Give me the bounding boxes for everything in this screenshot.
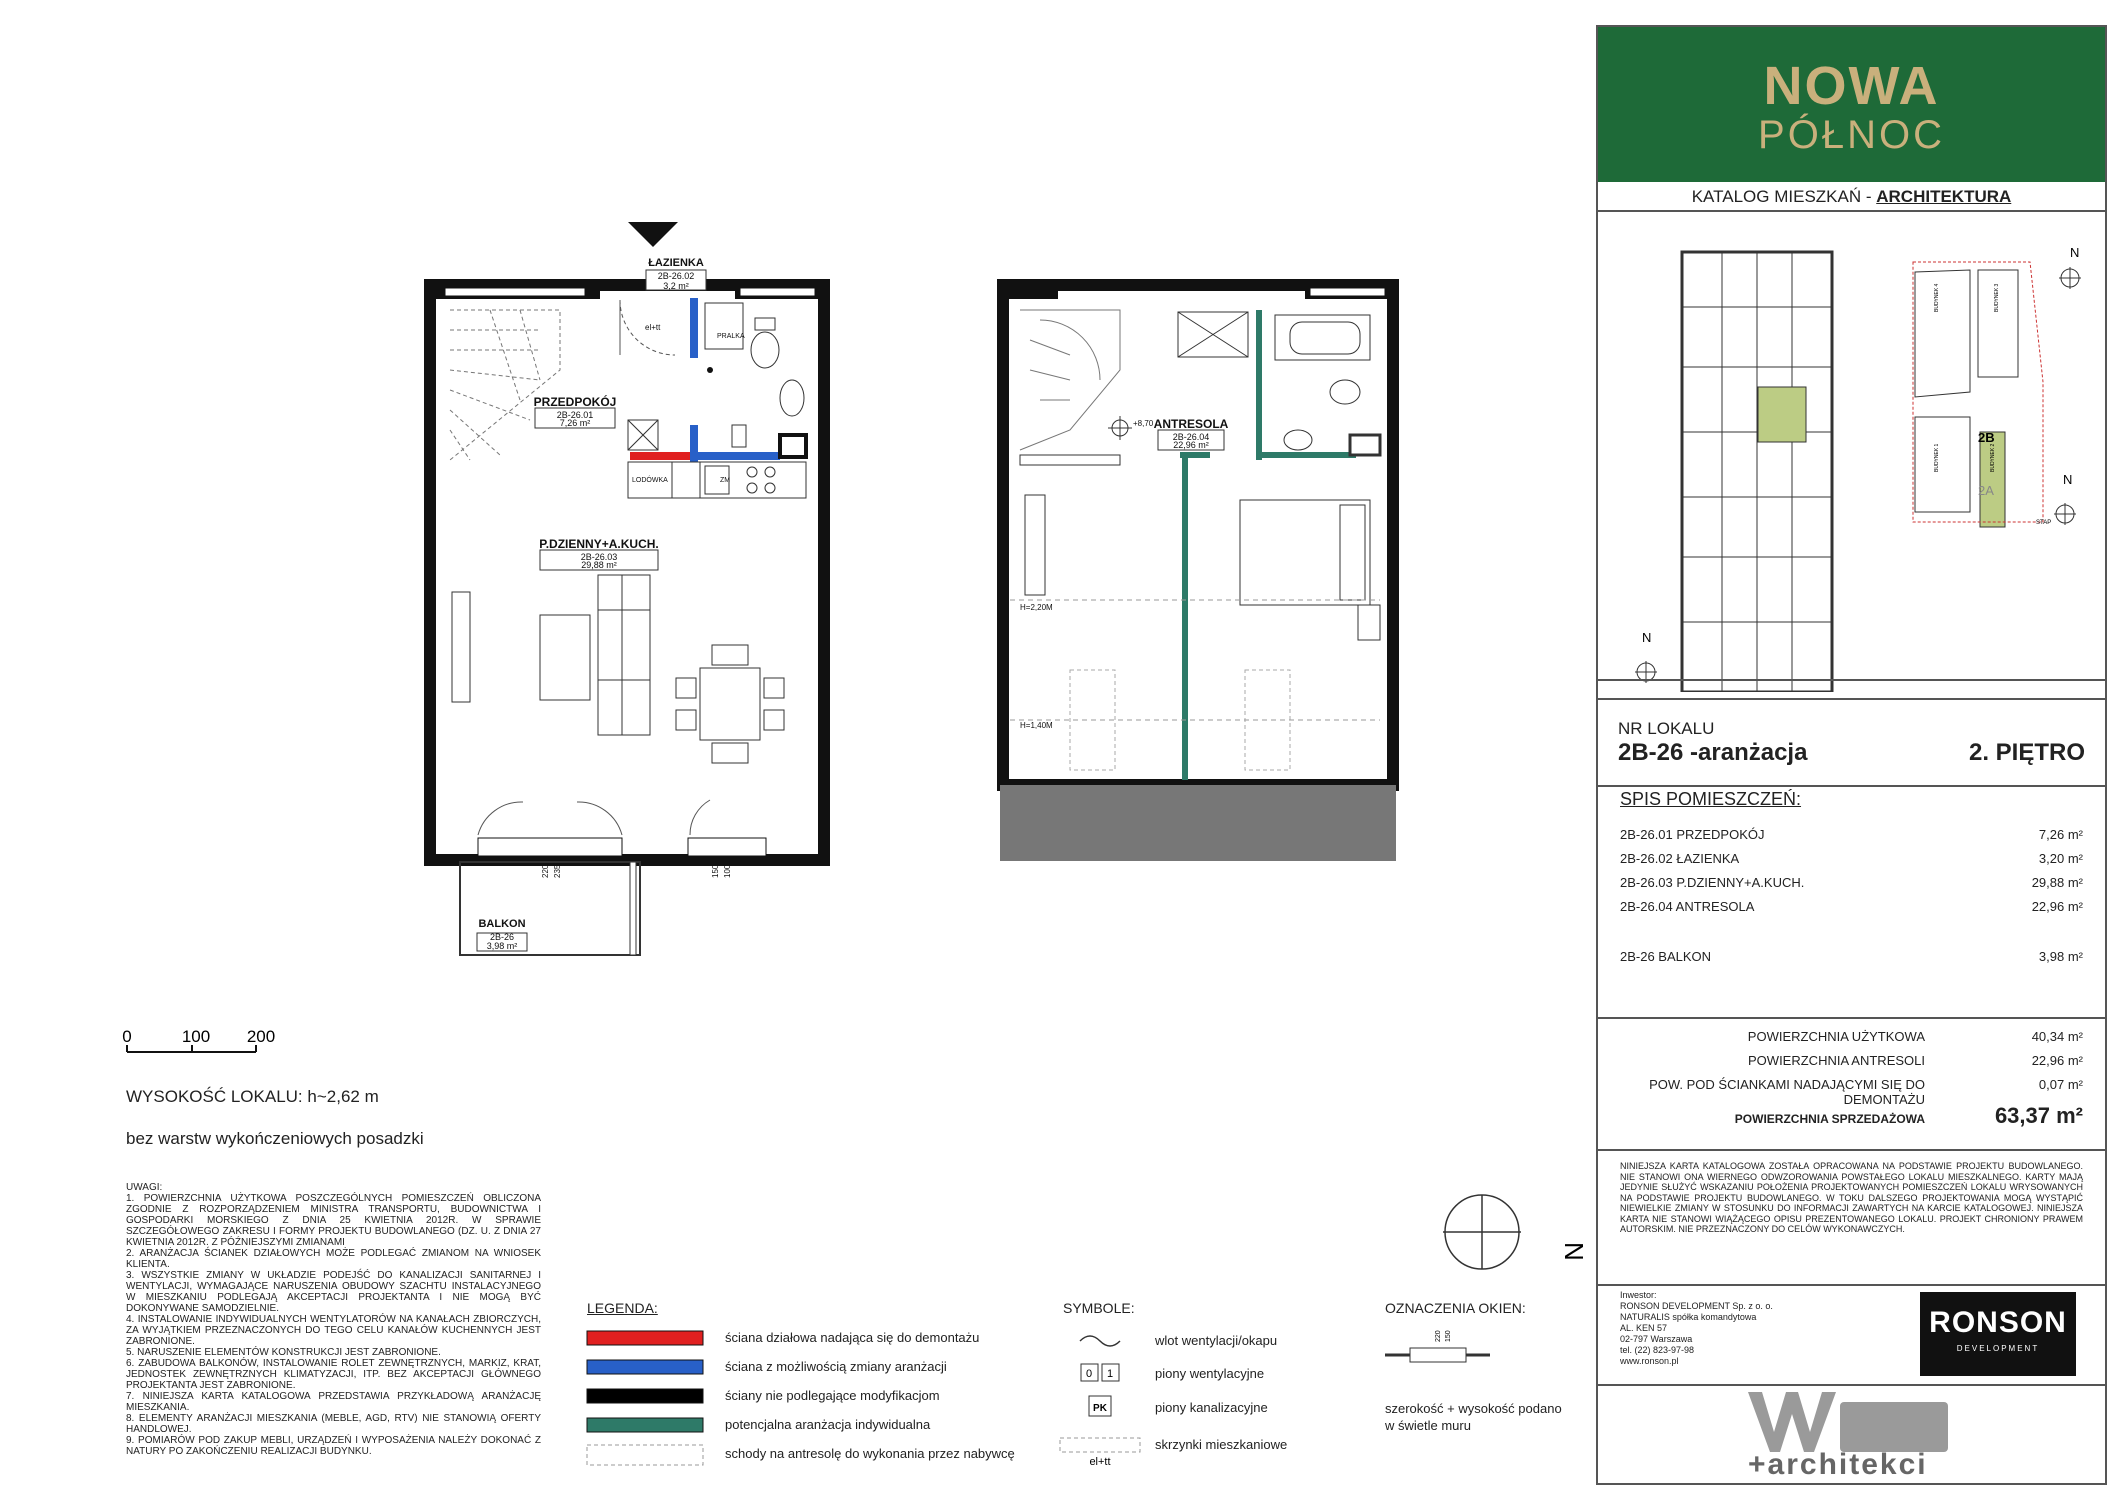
sale-label: POWIERZCHNIA SPRZEDAŻOWA bbox=[1734, 1112, 1925, 1126]
ronson-logo bbox=[1920, 1292, 2076, 1376]
room-area: 3,98 m² bbox=[2038, 949, 2083, 964]
lazienka-name: ŁAZIENKA bbox=[648, 257, 704, 269]
przedpokoj-area: 7,26 m² bbox=[559, 418, 591, 428]
ronson-sub: DEVELOPMENT bbox=[1956, 1344, 2040, 1353]
key-n-3: N bbox=[2063, 472, 2073, 487]
window-symbol-icon bbox=[1385, 1330, 1490, 1362]
w-mark-icon bbox=[1748, 1392, 1968, 1452]
room-name: 2B-26.02 ŁAZIENKA bbox=[1620, 851, 1740, 866]
symbols-icons bbox=[1060, 1336, 1140, 1468]
summary-value: 40,34 m² bbox=[2031, 1029, 2083, 1044]
przedpokoj-name: PRZEDPOKÓJ bbox=[533, 395, 617, 409]
lazienka-code: 2B-26.02 bbox=[657, 271, 695, 281]
site-building-3: BUDYNEK 3 bbox=[1994, 283, 2000, 312]
legend-item: potencjalna aranżacja indywidualna bbox=[725, 1417, 931, 1432]
dzienny-name: P.DZIENNY+A.KUCH. bbox=[539, 537, 659, 551]
divider bbox=[1598, 1284, 2105, 1286]
ronson-name: RONSON bbox=[1929, 1306, 2067, 1339]
symbol-label: piony wentylacyjne bbox=[1155, 1366, 1265, 1381]
rooms-title: SPIS POMIESZCZEŃ: bbox=[1620, 789, 1802, 809]
dim-150: 150 bbox=[711, 864, 720, 878]
info-sheet bbox=[1596, 25, 2107, 1485]
compass-n: N bbox=[1559, 1242, 1589, 1261]
brand-header bbox=[1598, 27, 2105, 182]
room-name: 2B-26 BALKON bbox=[1620, 949, 1712, 964]
entrance-arrow-icon bbox=[628, 222, 678, 247]
investor-line: 02-797 Warszawa bbox=[1620, 1334, 1693, 1344]
divider bbox=[1598, 1384, 2105, 1386]
investor-line: Inwestor: bbox=[1620, 1290, 1657, 1300]
legend-swatches bbox=[587, 1331, 703, 1465]
notes-title: UWAGI: bbox=[126, 1182, 163, 1193]
disclaimer: NINIEJSZA KARTA KATALOGOWA ZOSTAŁA OPRACOWANA NA PODSTAWIE PROJEKTU BUDOWLANEGO. NIE STANOWI ONA WIERNEGO ODWZOROWANIA POWSTAŁEGO LOKALU MIESZKALNEGO. KARTY MAJĄ JEDYNIE SŁUŻYĆ WSKAZANIU POŁOŻENIA PROJEKTOWANYCH POMIESZCZEŃ LOKALU WRYSOWANYCH NA PODSTAWIE PROJEKTU BUDOWLANEGO. W TOKU DALSZEGO PROJEKTOWANIA MOGĄ WYSTĄPIĆ NIEWIELKIE ZMIANY W STOSUNKU DO INFORMACJI ZAWARTYCH NA KARCIE KATALOGOWEJ. NINIEJSZA KARTA NIE STANOWI WIĄŻĄCEGO OPISU PREZENTOWANEGO LOKALU. PROJEKT CHRONIONY PRAWEM AUTORSKIM. NIE PRZEZNACZONY DO CELÓW WYKONAWCZYCH. bbox=[1620, 1161, 2083, 1234]
dim-100: 100 bbox=[723, 864, 732, 878]
note-item: 8. ELEMENTY ARANŻACJI MIESZKANIA (MEBLE, AGD, RTV) NIE STANOWIĄ OFERTY HANDLOWEJ. bbox=[126, 1413, 541, 1435]
summary-label: POW. POD ŚCIANKAMI NADAJĄCYMI SIĘ DO DEMONTAŻU bbox=[1649, 1077, 1925, 1107]
site-2a: 2A bbox=[1978, 483, 1994, 498]
note-item: 4. INSTALOWANIE INDYWIDUALNYCH WENTYLATORÓW NA KANAŁACH ZBIORCZYCH, ZA WYJĄTKIEM PRZEZNACZONYCH DO TEGO CELU KANAŁÓW KUCHENNYCH JEST ZABRONIONE. bbox=[126, 1314, 541, 1347]
floor-value: 2. PIĘTRO bbox=[1968, 739, 2085, 766]
divider bbox=[1598, 1149, 2105, 1151]
nr-label: NR LOKALU bbox=[1618, 719, 1715, 738]
investor-line: www.ronson.pl bbox=[1620, 1356, 1679, 1366]
key-compass-3-icon bbox=[2054, 503, 2076, 525]
key-plans bbox=[1598, 212, 2105, 692]
note-item: 9. POMIARÓW POD ZAKUP MEBLI, URZĄDZEŃ I WYPOSAŻENIA NALEŻY DOKONAĆ Z NATURY PO ZAKOŃCZENIU REALIZACJI BUDYNKU. bbox=[126, 1435, 541, 1457]
note-item: 2. ARANŻACJA ŚCIANEK DZIAŁOWYCH MOŻE PODLEGAĆ ZMIANOM NA WNIOSEK KLIENTA. bbox=[126, 1248, 541, 1270]
pralka-label: PRALKA bbox=[717, 333, 745, 340]
lower-level-plan bbox=[430, 270, 825, 955]
floor-text: bez warstw wykończeniowych posadzki bbox=[126, 1129, 424, 1148]
sale-value: 63,37 m² bbox=[1994, 1103, 2083, 1128]
site-building-4: BUDYNEK 4 bbox=[1934, 283, 1940, 312]
room-area: 3,20 m² bbox=[2038, 851, 2083, 866]
vent-inlet-icon bbox=[1080, 1336, 1120, 1346]
room-area: 29,88 m² bbox=[2031, 875, 2083, 890]
level-label: +8,70 bbox=[1133, 419, 1154, 428]
symbol-label: wlot wentylacji/okapu bbox=[1155, 1333, 1278, 1348]
brand-top: NOWA bbox=[1763, 56, 1940, 116]
symbol-label: piony kanalizacyjne bbox=[1155, 1400, 1268, 1415]
site-building-2: BUDYNEK 2 bbox=[1990, 443, 1996, 472]
scale-100: 100 bbox=[181, 1027, 211, 1046]
investor-line: NATURALIS spółka komandytowa bbox=[1620, 1312, 1757, 1322]
sewage-riser-glyph: PK bbox=[1093, 1403, 1107, 1414]
legend-item: schody na antresolę do wykonania przez nabywcę bbox=[725, 1446, 1015, 1461]
catalog-prefix: KATALOG MIESZKAŃ - bbox=[1691, 187, 1877, 206]
lazienka-area: 3,2 m² bbox=[663, 281, 689, 291]
investor-line: AL. KEN 57 bbox=[1620, 1323, 1668, 1333]
note-item: 7. NINIEJSZA KARTA KATALOGOWA PRZEDSTAWIA PRZYKŁADOWĄ ARANŻACJĘ MIESZKANIA. bbox=[126, 1391, 541, 1413]
window-dim-220: 220 bbox=[1435, 1330, 1442, 1342]
unit-highlight bbox=[1758, 387, 1806, 442]
antresola-area: 22,96 m² bbox=[1173, 440, 1209, 450]
summary-label: POWIERZCHNIA ANTRESOLI bbox=[1748, 1053, 1925, 1068]
legend-item: ściany nie podlegające modyfikacjom bbox=[725, 1388, 940, 1403]
investor-line: RONSON DEVELOPMENT Sp. z o. o. bbox=[1620, 1301, 1773, 1311]
legend-title: LEGENDA: bbox=[587, 1300, 658, 1316]
przedpokoj-code: 2B-26.01 bbox=[556, 410, 594, 420]
dim-235: 235 bbox=[553, 864, 562, 878]
dim-220: 220 bbox=[541, 864, 550, 878]
vent-riser-0: 0 bbox=[1085, 1368, 1093, 1380]
room-name: 2B-26.04 ANTRESOLA bbox=[1620, 899, 1755, 914]
site-building-1: BUDYNEK 1 bbox=[1934, 443, 1940, 472]
architect-logo bbox=[1748, 1392, 1968, 1481]
symbol-label: skrzynki mieszkaniowe bbox=[1155, 1437, 1288, 1452]
site-2b: 2B bbox=[1978, 430, 1995, 445]
windows-title: OZNACZENIA OKIEN: bbox=[1385, 1300, 1526, 1316]
site-stap: STAP bbox=[2036, 520, 2052, 526]
room-name: 2B-26.01 PRZEDPOKÓJ bbox=[1620, 827, 1765, 842]
key-compass-2-icon bbox=[2059, 267, 2081, 289]
legend-item: ściana działowa nadająca się do demontażu bbox=[725, 1330, 980, 1345]
note-item: 5. NARUSZENIE ELEMENTÓW KONSTRUKCJI JEST ZABRONIONE. bbox=[126, 1347, 441, 1358]
h220-label: H=2,20M bbox=[1020, 603, 1053, 612]
scale-0: 0 bbox=[122, 1027, 132, 1046]
note-item: 1. POWIERZCHNIA UŻYTKOWA POSZCZEGÓLNYCH POMIESZCZEŃ OBLICZONA ZGODNIE Z ROZPORZĄDZENIEM MINISTRA TRANSPORTU, BUDOWNICTWA I GOSPODARKI MORSKIEGO Z DNIA 25 KWIETNIA 2012R. W SPRAWIE SZCZEGÓŁOWEGO ZAKRESU I FORMY PROJEKTU BUDOWLANEGO (DZ. U. Z DNIA 27 KWIETNIA 2012R. Z PÓŹNIEJSZYMI ZMIANAMI bbox=[126, 1193, 541, 1248]
lodowka-label: LODÓWKA bbox=[632, 477, 668, 484]
legend-item: ściana z możliwością zmiany aranżacji bbox=[725, 1359, 947, 1374]
divider bbox=[1598, 1017, 2105, 1019]
scale-200: 200 bbox=[246, 1027, 276, 1046]
h140-label: H=1,40M bbox=[1020, 721, 1053, 730]
divider bbox=[1598, 698, 2105, 700]
key-n-2: N bbox=[2070, 245, 2080, 260]
height-text: WYSOKOŚĆ LOKALU: h~2,62 m bbox=[126, 1087, 379, 1106]
balkon-name: BALKON bbox=[478, 918, 526, 930]
summary-value: 0,07 m² bbox=[2038, 1077, 2083, 1092]
investor-block bbox=[1620, 1290, 1773, 1367]
divider bbox=[1598, 785, 2105, 787]
room-name: 2B-26.03 P.DZIENNY+A.KUCH. bbox=[1620, 875, 1805, 890]
eltt-label: el+tt bbox=[645, 323, 661, 332]
brand-bottom: PÓŁNOC bbox=[1758, 113, 1945, 157]
dzienny-area: 29,88 m² bbox=[581, 560, 617, 570]
catalog-strong: ARCHITEKTURA bbox=[1876, 187, 2012, 206]
catalog-title bbox=[1598, 184, 2105, 212]
symbols-title: SYMBOLE: bbox=[1063, 1300, 1135, 1316]
investor-line: tel. (22) 823-97-98 bbox=[1620, 1345, 1695, 1355]
apartment-box-glyph: el+tt bbox=[1089, 1456, 1111, 1468]
balkon-area: 3,98 m² bbox=[486, 941, 518, 951]
summary-value: 22,96 m² bbox=[2031, 1053, 2083, 1068]
antresola-code: 2B-26.04 bbox=[1172, 432, 1210, 442]
summary-label: POWIERZCHNIA UŻYTKOWA bbox=[1747, 1029, 1925, 1044]
room-area: 22,96 m² bbox=[2031, 899, 2083, 914]
arch-logo-text: +architekci bbox=[1748, 1448, 1928, 1481]
nr-value: 2B-26 -aranżacja bbox=[1618, 739, 1808, 766]
vent-riser-1: 1 bbox=[1106, 1368, 1114, 1380]
note-item: 6. ZABUDOWA BALKONÓW, INSTALOWANIE ROLET ZEWNĘTRZNYCH, MARKIZ, KRAT, JEDNOSTEK ZEWNĘTRZNYCH KLIMATYZACJI, ITP. BEZ AKCEPTACJI GŁÓWNEGO PROJEKTANTA JEST ZABRONIONE. bbox=[126, 1358, 541, 1391]
mezzanine-plan bbox=[1000, 283, 1396, 861]
antresola-name: ANTRESOLA bbox=[1153, 417, 1229, 431]
key-n-1: N bbox=[1642, 630, 1652, 645]
compass-icon bbox=[1443, 1195, 1589, 1269]
notes-block bbox=[126, 1182, 541, 1457]
dzienny-code: 2B-26.03 bbox=[580, 552, 618, 562]
balkon-code: 2B-26 bbox=[489, 932, 515, 942]
room-area: 7,26 m² bbox=[2038, 827, 2083, 842]
scale-bar bbox=[122, 1027, 275, 1052]
note-item: 3. WSZYSTKIE ZMIANY W UKŁADZIE PODEJŚĆ DO KANALIZACJI SANITARNEJ I WENTYLACJI, WYMAGAJĄCE NARUSZENIA OBUDOWY SZACHTU INSTALACYJNEGO W MIESZKANIU PODLEGAJĄ AKCEPTACJI PROJEKTANTA I NIE MOGĄ BYĆ DOKONYWANE SAMODZIELNIE. bbox=[126, 1270, 541, 1314]
window-dim-150: 150 bbox=[1445, 1330, 1452, 1342]
windows-note: szerokość + wysokość podano w świetle muru bbox=[1385, 1401, 1562, 1433]
divider bbox=[1598, 679, 2105, 681]
zm-label: ZM bbox=[720, 477, 731, 484]
